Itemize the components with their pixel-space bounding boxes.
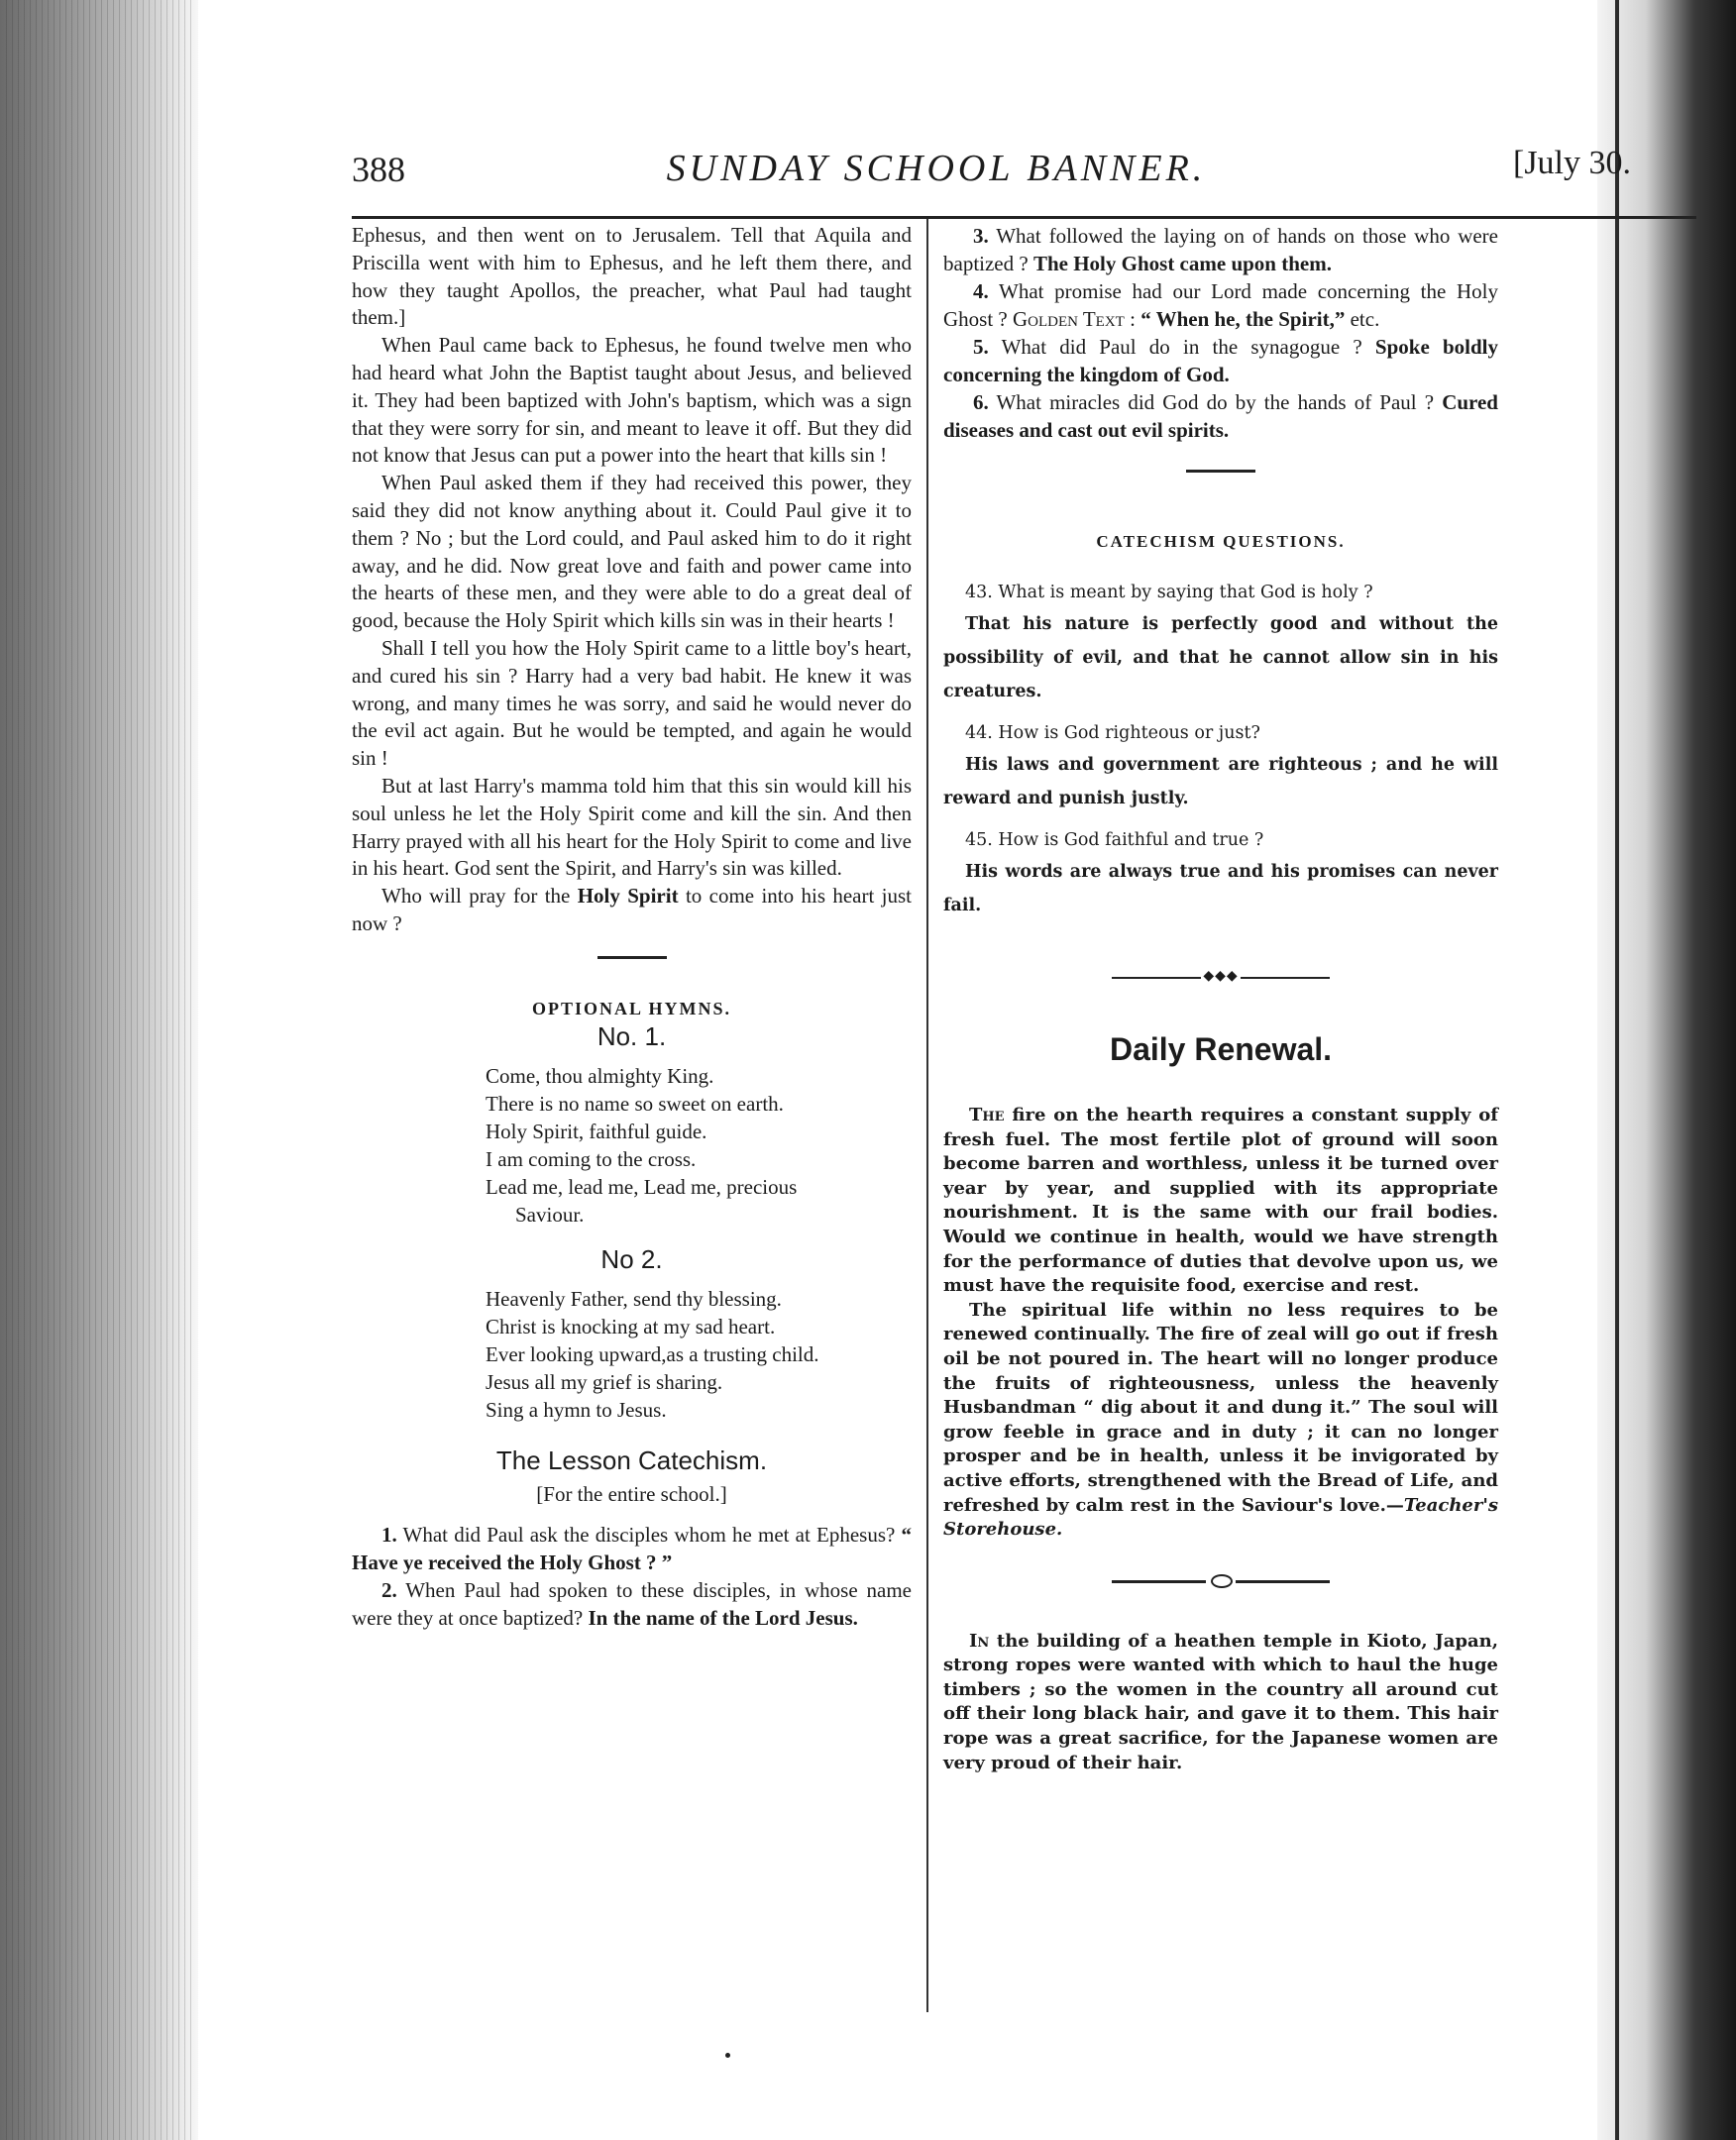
catechism-questions-heading: CATECHISM QUESTIONS. <box>1096 532 1346 551</box>
catechism-answer: That his nature is perfectly good and without the possibility of evil, and that he cannot allow sin in his creatures. <box>943 614 1498 701</box>
hymn-line: Saviour. <box>515 1202 585 1227</box>
hymn-line: Holy Spirit, faithful guide. <box>486 1119 707 1143</box>
question-answer: “ When he, the Spirit,” <box>1140 307 1346 331</box>
lesson-question-3 <box>943 222 1498 277</box>
question-answer: Cured diseases and cast out evil spirits. <box>943 390 1498 442</box>
optional-hymns-heading: OPTIONAL HYMNS. <box>531 998 732 1018</box>
question-text: What did Paul ask the disciples whom he met at Ephesus? <box>396 1522 902 1547</box>
story-paragraph: When Paul asked them if they had received this power, they said they did not know anything about it. Could Paul give it to them ? No ; but the Lord could, and Paul asked him to do it right away, and he did. Now great love and faith and power came into the hearts of these men, and they were able to do a great deal of good, because the Holy Spirit which kills sin was in their hearts ! <box>352 471 912 633</box>
swirl-divider <box>1112 1572 1330 1590</box>
story-paragraph: But at last Harry's mamma told him that this sin would kill his soul unless he let the Holy Spirit come and kill the sin. And then Harry prayed with all his heart for the Holy Spirit to come and live in his heart. God sent the Spirit, and Harry's sin was killed. <box>352 773 912 881</box>
closing-question <box>352 883 912 938</box>
book-binding-edge <box>0 0 198 2140</box>
question-text: What followed the laying on of hands on those who were baptized ? <box>943 224 1498 275</box>
catechism-question: 44. How is God righteous or just? <box>965 723 1260 743</box>
hymn-line: Heavenly Father, send thy blessing. <box>486 1286 782 1311</box>
hymn-line: Come, thou almighty King. <box>486 1063 714 1088</box>
magazine-page <box>198 0 1631 2140</box>
question-answer: “ Have ye received the Holy Ghost ? ” <box>352 1522 912 1574</box>
lesson-question-6 <box>943 388 1498 444</box>
section-rule <box>1186 470 1255 473</box>
ornament-line-right <box>1241 977 1330 979</box>
kioto-lead-word: In <box>969 1630 990 1652</box>
article-paragraph <box>943 1104 1498 1299</box>
question-number: 1. <box>381 1522 397 1547</box>
hymn-line: Jesus all my grief is sharing. <box>486 1369 723 1394</box>
section-rule <box>597 956 667 959</box>
journal-title: SUNDAY SCHOOL BANNER. <box>666 148 1207 189</box>
left-column <box>352 222 912 1632</box>
hymn-line: I am coming to the cross. <box>486 1146 697 1171</box>
closing-question-end: to come into his heart just now ? <box>352 884 913 935</box>
lesson-question-1 <box>352 1521 912 1576</box>
question-answer: Spoke boldly concerning the kingdom of God. <box>943 335 1499 386</box>
swirl-line-right <box>1236 1580 1330 1583</box>
right-column-content <box>943 222 1498 1775</box>
question-text: What miracles did God do by the hands of Paul ? <box>988 390 1443 414</box>
lesson-catechism-heading: The Lesson Catechism. <box>495 1444 768 1475</box>
question-answer: In the name of the Lord Jesus. <box>588 1605 858 1630</box>
question-answer: The Holy Ghost came upon them. <box>1032 252 1332 275</box>
issue-date: [July 30. <box>1513 145 1631 181</box>
article-source: Teacher's Storehouse. <box>943 1494 1498 1541</box>
hymn-2-label: No 2. <box>600 1243 663 1274</box>
hymn-line: Ever looking upward,as a trusting child. <box>486 1341 819 1366</box>
story-paragraph: Shall I tell you how the Holy Spirit came to a little boy's heart, and cured his sin ? Harry had a very bad habit. He knew it was wrong, and many times he was sorry, and said he would never do the evil act again. But he would be tempted, and again he would sin ! <box>352 635 912 771</box>
question-text: When Paul had spoken to these disciples, in whose name were they at once baptized? <box>352 1577 912 1630</box>
swirl-knot <box>1211 1574 1233 1588</box>
hymn-line: Lead me, lead me, Lead me, precious <box>486 1174 798 1199</box>
article-paragraph-body: The spiritual life within no less requires to be renewed continually. The fire of zeal will go out if fresh oil be not poured in. The heart will no longer produce the fruits of righteousness, unless the heavenly Husbandman “ dig about it and dung it.” The soul will grow feeble in grace and in duty ; it can no longer prosper and be in health, unless it be invigorated by active efforts, strengthened with the Bread of Life, and refreshed by calm rest in the Saviour's love.— <box>943 1299 1498 1516</box>
kioto-paragraph <box>943 1630 1498 1776</box>
hymn-line: Sing a hymn to Jesus. <box>486 1397 667 1422</box>
hymn-2-list <box>486 1285 912 1424</box>
catechism-answer: His laws and government are righteous ; and he will reward and punish justly. <box>943 755 1498 808</box>
hymn-1-list <box>486 1062 912 1229</box>
swirl-line-left <box>1112 1580 1206 1583</box>
article-title: Daily Renewal. <box>1109 1031 1333 1067</box>
lesson-question-5 <box>943 333 1498 388</box>
hymn-line: Christ is knocking at my sad heart. <box>486 1314 776 1338</box>
ornamental-divider <box>1112 968 1330 988</box>
ink-speck <box>725 2053 730 2058</box>
question-number: 5. <box>973 335 989 359</box>
right-column <box>941 222 1694 1775</box>
catechism-question: 43. What is meant by saying that God is holy ? <box>965 583 1373 602</box>
ornament-diamonds: ◆◆◆ <box>1203 969 1239 984</box>
question-number: 4. <box>973 279 989 303</box>
catechism-answer: His words are always true and his promises can never fail. <box>943 862 1498 915</box>
question-text: What did Paul do in the synagogue ? <box>988 335 1375 359</box>
article-paragraph <box>943 1299 1498 1543</box>
column-divider <box>926 219 928 2012</box>
question-number: 6. <box>973 390 989 414</box>
answer-separator: : <box>1124 307 1141 331</box>
lesson-catechism-note: [For the entire school.] <box>536 1481 727 1506</box>
hymn-line: There is no name so sweet on earth. <box>486 1091 784 1116</box>
question-text: What promise had our Lord made concerning the Holy Ghost ? <box>943 279 1498 331</box>
article-paragraph-body: fire on the hearth requires a constant supply of fresh fuel. The most fertile plot of ground will soon become barren and worthless, unless it be turned over year by year, and supplied with its appropriate nourishment. It is the same with our frail bodies. Would we continue in health, would we have strength for the performance of duties that devolve upon us, we must have the requisite food, exercise and rest. <box>943 1105 1498 1297</box>
question-number: 3. <box>973 224 989 248</box>
story-paragraph: When Paul came back to Ephesus, he found twelve men who had heard what John the Baptist taught about Jesus, and believed it. They had been baptized with John's baptism, which was a sign that they were sorry for sin, and meant to leave it off. But they did not know that Jesus can put a power into the heart that kills sin ! <box>352 333 912 468</box>
ornament-line-left <box>1112 977 1201 979</box>
header-rule <box>352 216 1696 219</box>
closing-question-start: Who will pray for the <box>381 884 578 909</box>
lesson-question-2 <box>352 1576 912 1632</box>
article-lead-word: The <box>969 1105 1005 1125</box>
binding-page-stack <box>6 0 192 2140</box>
catechism-question: 45. How is God faithful and true ? <box>965 830 1264 850</box>
hymn-1-label: No. 1. <box>597 1020 667 1051</box>
closing-question-emphasis: Holy Spirit <box>577 884 679 909</box>
intro-paragraph: Ephesus, and then went on to Jerusalem. Tell that Aquila and Priscilla went with him to Ephesus, and he left them there, and how they taught Apollos, the preacher, what Paul had taught them.] <box>352 223 912 330</box>
running-head <box>352 139 1691 198</box>
kioto-paragraph-body: the building of a heathen temple in Kioto, Japan, strong ropes were wanted with which to haul the huge timbers ; so the women in the country all around cut off their long black hair, and gave it to them. This hair rope was a great sacrifice, for the Japanese women are very proud of their hair. <box>943 1630 1498 1773</box>
answer-suffix: etc. <box>1345 307 1380 331</box>
page-number: 388 <box>352 150 405 189</box>
golden-text-label: Golden Text <box>1013 307 1125 331</box>
question-number: 2. <box>381 1577 397 1602</box>
lesson-question-4 <box>943 277 1498 333</box>
